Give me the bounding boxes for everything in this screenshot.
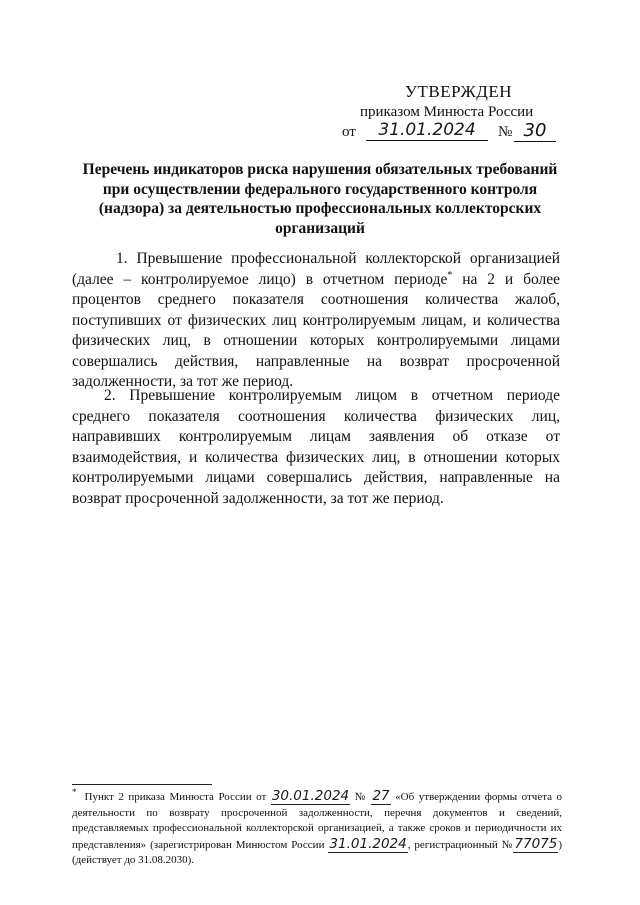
handwritten-order-number-footnote: 27	[372, 788, 390, 804]
approved-title: УТВЕРЖДЕН	[405, 82, 512, 101]
footnote-text-part4: ) (действует до 31.08.2030).	[72, 838, 563, 866]
footnote-text-part2: «Об утверждении формы отчета о деятельности по возврату просроченной задолженности, перечня документов и сведений, представляемых профессиональной коллекторской организацией, а также сроков и периодичности их представления» (зарегистрирован Минюстом России	[72, 791, 563, 851]
handwritten-order-number: 30	[514, 120, 556, 142]
paragraph-1	[72, 249, 560, 393]
paragraph-2	[72, 386, 560, 509]
footnote-text-part1: Пункт 2 приказа Минюста России от	[84, 791, 267, 803]
handwritten-approval-date: 31.01.2024	[366, 120, 488, 141]
number-prefix: №	[498, 124, 513, 140]
paragraph-2-text: 2. Превышение контролируемым лицом в отчетном периоде среднего показателя соотношения количества физических лиц, направивших контролируемым лицам заявления об отказе от взаимодействия, и количества физических лиц, в отношении которых контролируемыми лицами совершались действия, направленные на возврат просроченной задолженности, за тот же период.	[72, 387, 560, 507]
paragraph-1-text-end: на 2 и более процентов среднего показателя соотношения количества жалоб, поступивших от физических лиц контролируемым лицам, и количества физических лиц, в отношении которых контролируемыми лицами совершались действия, направленные на возврат просроченной задолженности, за тот же период.	[72, 270, 560, 390]
handwritten-registration-date: 31.01.2024	[329, 835, 407, 852]
document-title: Перечень индикаторов риска нарушения обязательных требований при осуществлении федерального государственного контроля (надзора) за деятельностью профессиональных коллекторских организаций	[82, 161, 558, 237]
footnote-number-prefix: №	[354, 791, 367, 803]
approved-by-order: приказом Минюста России	[360, 104, 534, 120]
handwritten-registration-number: 77075	[514, 835, 558, 852]
footnote-text-part3: , регистрационный №	[407, 838, 514, 851]
footnote-separator	[72, 784, 212, 785]
paragraph-1-text-start: 1. Превышение профессиональной коллекторской организацией (далее – контролируемое лицо) в отчетном периоде	[72, 250, 560, 288]
footnote-mark: *	[72, 787, 77, 798]
date-prefix: от	[342, 124, 356, 140]
handwritten-order-date: 30.01.2024	[271, 788, 350, 804]
footnote	[72, 789, 562, 869]
footnote-reference-mark: *	[447, 269, 453, 281]
approval-date-line	[342, 122, 582, 146]
